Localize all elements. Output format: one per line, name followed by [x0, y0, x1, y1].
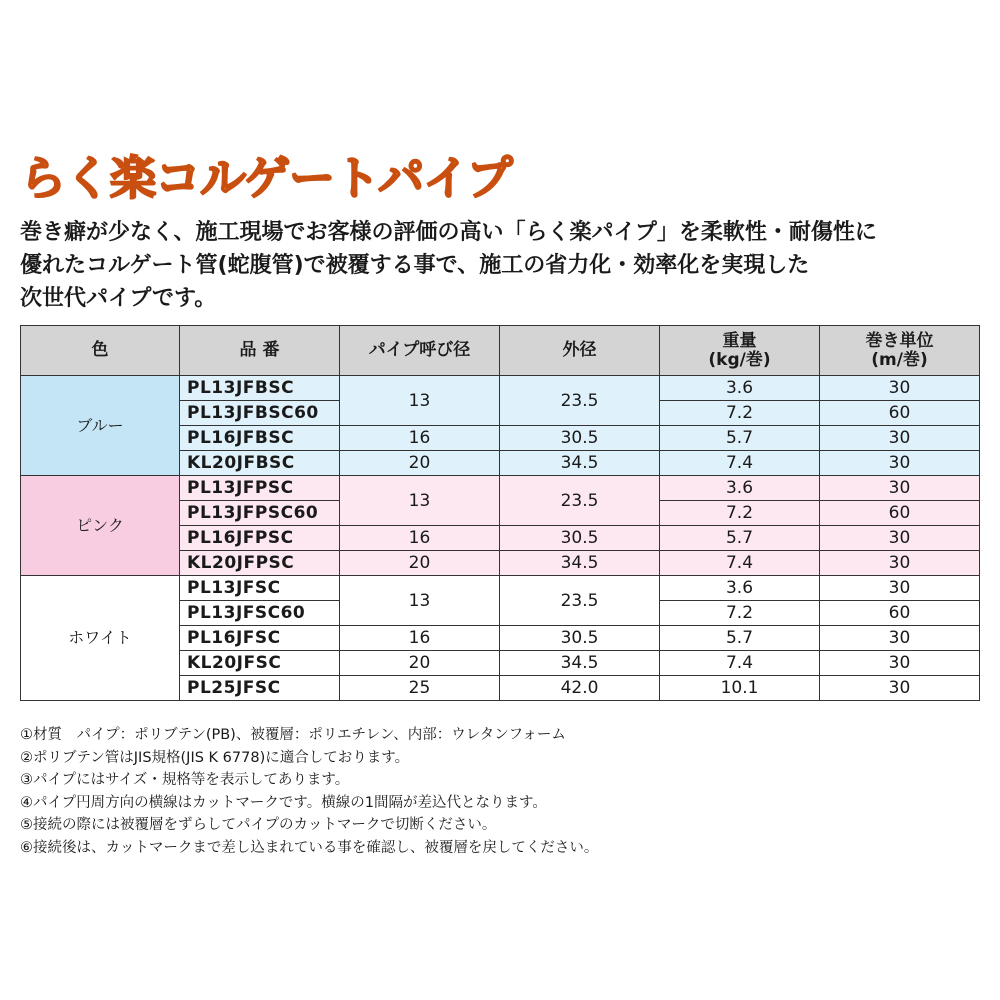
roll-unit-value: 30: [820, 626, 980, 651]
brand-logo: [20, 150, 512, 206]
nominal-diameter: 13: [340, 376, 500, 426]
notes: [20, 724, 598, 859]
weight-value: 5.7: [660, 526, 820, 551]
product-code: PL13JFPSC60: [180, 501, 340, 526]
outer-diameter: 34.5: [500, 551, 660, 576]
nominal-diameter: 20: [340, 551, 500, 576]
color-cell: ホワイト: [21, 576, 180, 701]
header-unit: [820, 326, 980, 376]
roll-unit-value: 60: [820, 501, 980, 526]
product-code: PL13JFSC: [180, 576, 340, 601]
outer-diameter: 30.5: [500, 526, 660, 551]
roll-unit-value: 30: [820, 676, 980, 701]
product-code: KL20JFSC: [180, 651, 340, 676]
weight-value: 7.2: [660, 501, 820, 526]
weight-value: 5.7: [660, 426, 820, 451]
outer-diameter: 34.5: [500, 451, 660, 476]
nominal-diameter: 25: [340, 676, 500, 701]
weight-value: 7.2: [660, 401, 820, 426]
roll-unit-value: 30: [820, 651, 980, 676]
note-item: ④パイプ円周方向の横線はカットマークです。横線の1間隔が差込代となります。: [20, 794, 547, 811]
roll-unit-value: 30: [820, 376, 980, 401]
product-code: PL16JFSC: [180, 626, 340, 651]
roll-unit-value: 30: [820, 526, 980, 551]
header-nominal: パイプ呼び径: [340, 326, 500, 376]
color-cell: ブルー: [21, 376, 180, 476]
header-outer: 外径: [500, 326, 660, 376]
outer-diameter: 30.5: [500, 426, 660, 451]
product-code: PL13JFSC60: [180, 601, 340, 626]
outer-diameter: 23.5: [500, 576, 660, 626]
weight-value: 7.4: [660, 451, 820, 476]
table-header-row: [21, 326, 980, 376]
weight-value: 7.2: [660, 601, 820, 626]
header-color: 色: [21, 326, 180, 376]
outer-diameter: 42.0: [500, 676, 660, 701]
product-code: PL16JFPSC: [180, 526, 340, 551]
note-item: ①材質 パイプ：ポリブテン(PB)、被覆層：ポリエチレン、内部：ウレタンフォーム: [20, 727, 566, 743]
header-unit-unit: (m/巻): [871, 349, 928, 370]
intro-line: 優れたコルゲート管(蛇腹管)で被覆する事で、施工の省力化・効率化を実現した: [20, 253, 810, 278]
outer-diameter: 23.5: [500, 376, 660, 426]
nominal-diameter: 13: [340, 476, 500, 526]
intro-text: [20, 216, 920, 315]
note-item: ⑥接続後は、カットマークまで差し込まれている事を確認し、被覆層を戻してください。: [20, 839, 599, 856]
product-code: PL25JFSC: [180, 676, 340, 701]
roll-unit-value: 30: [820, 576, 980, 601]
roll-unit-value: 30: [820, 451, 980, 476]
roll-unit-value: 60: [820, 401, 980, 426]
weight-value: 3.6: [660, 376, 820, 401]
weight-value: 7.4: [660, 551, 820, 576]
weight-value: 10.1: [660, 676, 820, 701]
brand-logo-text: らく楽コルゲートパイプ: [20, 151, 512, 205]
header-weight-label: 重量: [722, 330, 757, 351]
header-weight: [660, 326, 820, 376]
outer-diameter: 34.5: [500, 651, 660, 676]
weight-value: 5.7: [660, 626, 820, 651]
intro-line: 巻き癖が少なく、施工現場でお客様の評価の高い「らく楽パイプ」を柔軟性・耐傷性に: [20, 220, 877, 245]
nominal-diameter: 16: [340, 626, 500, 651]
product-code: PL13JFPSC: [180, 476, 340, 501]
weight-value: 3.6: [660, 576, 820, 601]
outer-diameter: 23.5: [500, 476, 660, 526]
roll-unit-value: 30: [820, 551, 980, 576]
intro-line: 次世代パイプです。: [20, 286, 217, 311]
product-code: PL13JFBSC: [180, 376, 340, 401]
nominal-diameter: 20: [340, 651, 500, 676]
nominal-diameter: 16: [340, 526, 500, 551]
header-weight-unit: (kg/巻): [708, 349, 771, 370]
roll-unit-value: 60: [820, 601, 980, 626]
weight-value: 7.4: [660, 651, 820, 676]
table-row: [21, 376, 980, 401]
weight-value: 3.6: [660, 476, 820, 501]
table-row: [21, 576, 980, 601]
product-code: PL13JFBSC60: [180, 401, 340, 426]
table-row: [21, 476, 980, 501]
spec-table: [20, 325, 980, 701]
color-cell: ピンク: [21, 476, 180, 576]
note-item: ⑤接続の際には被覆層をずらしてパイプのカットマークで切断ください。: [20, 817, 497, 833]
product-code: PL16JFBSC: [180, 426, 340, 451]
product-code: KL20JFBSC: [180, 451, 340, 476]
note-item: ③パイプにはサイズ・規格等を表示してあります。: [20, 772, 350, 788]
nominal-diameter: 16: [340, 426, 500, 451]
nominal-diameter: 20: [340, 451, 500, 476]
header-code: 品 番: [180, 326, 340, 376]
outer-diameter: 30.5: [500, 626, 660, 651]
note-item: ②ポリブテン管はJIS規格(JIS K 6778)に適合しております。: [20, 749, 410, 766]
header-unit-label: 巻き単位: [865, 330, 934, 351]
roll-unit-value: 30: [820, 426, 980, 451]
nominal-diameter: 13: [340, 576, 500, 626]
product-code: KL20JFPSC: [180, 551, 340, 576]
roll-unit-value: 30: [820, 476, 980, 501]
